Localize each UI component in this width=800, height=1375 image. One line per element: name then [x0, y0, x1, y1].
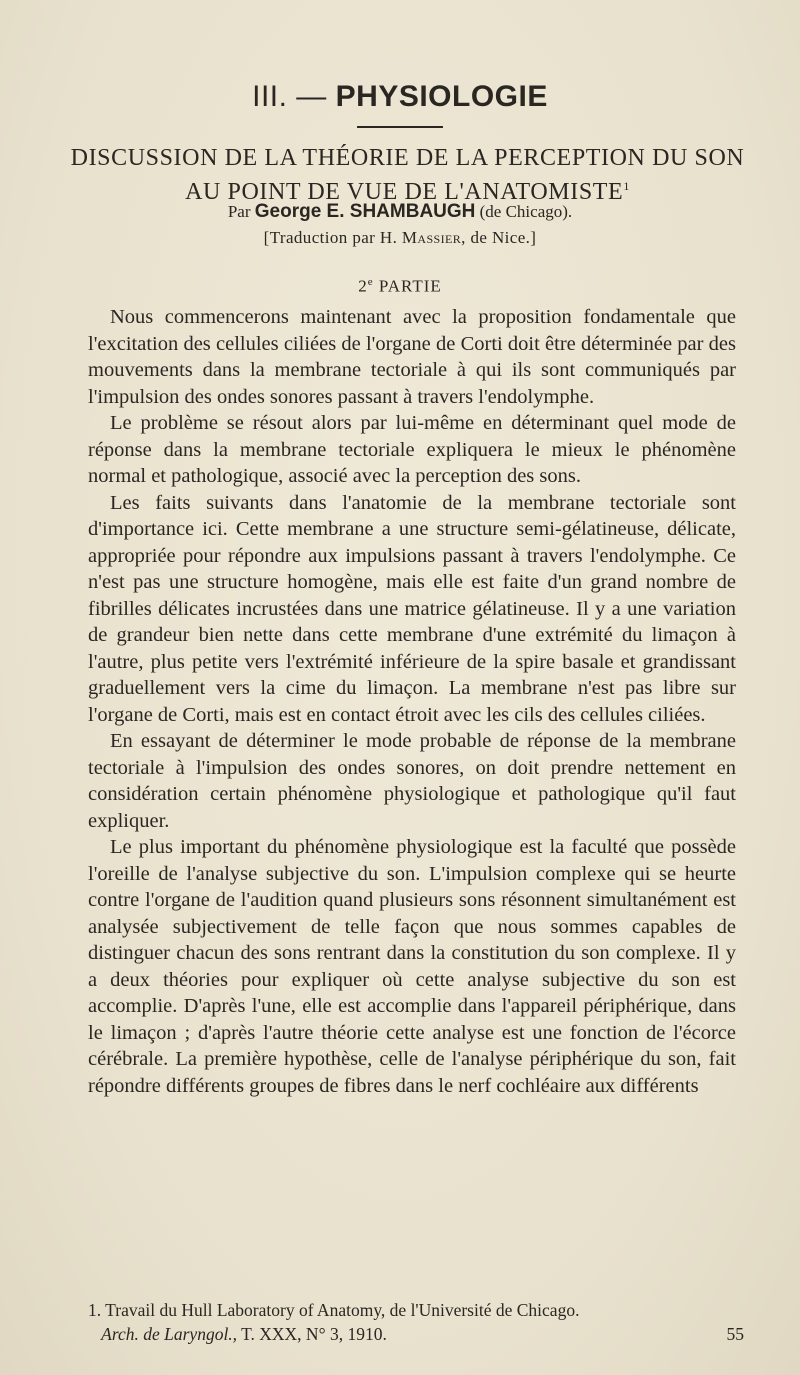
translation-suffix: , de Nice.] — [461, 228, 537, 247]
page-number: 55 — [726, 1324, 744, 1344]
author-name: George E. SHAMBAUGH — [254, 201, 476, 222]
byline — [0, 201, 800, 223]
author-affiliation: (de Chicago). — [479, 202, 573, 221]
paragraph: Nous commencerons maintenant avec la proposition fondamentale que l'excitation des cellules ciliées de l'organe de Corti doit être déterminée par des mouvements dans la membrane tectoriale à qui ils sont communiqués par l'impulsion des ondes sonores passant à travers l'endolymphe. — [88, 306, 736, 408]
paragraph: En essayant de déterminer le mode probable de réponse de la membrane tectoriale à l'impulsion des ondes sonores, on doit prendre nettement en considération certain phénomène physiologique et pathologique qu'il faut expliquer. — [88, 730, 736, 832]
journal-citation — [88, 1322, 748, 1346]
footnote-text: 1. Travail du Hull Laboratory of Anatomy, de l'Université de Chicago. — [88, 1300, 580, 1320]
byline-prefix: Par — [227, 202, 251, 221]
paragraph: Le plus important du phénomène physiologique est la faculté que possède l'oreille de l'analyse subjective du son. L'impulsion complexe qui se heurte contre l'organe de l'audition quand plusieurs sons résonnent simultanément est analysée subjectivement de telle façon que nous sommes capables de distinguer chacun des sons rentrant dans la constitution du son complexe. Il y a deux théories pour expliquer où cette analyse subjective du son est accomplie. D'après l'une, elle est accomplie dans l'appareil périphérique, dans le limaçon ; d'après l'autre théorie cette analyse est une fonction de l'écorce cérébrale. La première hypothèse, celle de l'analyse périphérique du son, fait répondre différents groupes de fibres dans le nerf cochléaire aux différents — [88, 836, 736, 1097]
footnote-block — [88, 1298, 748, 1346]
section-title: PHYSIOLOGIE — [335, 80, 548, 113]
translation-note — [0, 228, 800, 248]
journal-title: Arch. de Laryngol., — [101, 1324, 238, 1344]
part-number: 2 — [358, 276, 368, 296]
heading-rule — [357, 126, 443, 128]
part-heading — [0, 276, 800, 297]
paragraph: Le problème se résout alors par lui-même en déterminant quel mode de réponse dans la membrane tectoriale expliquera le mieux le phénomène normal et pathologique, associé avec la perception des sons. — [88, 412, 736, 487]
article-title: DISCUSSION DE LA THÉORIE DE LA PERCEPTION DU SON AU POINT DE VUE DE L'ANATOMISTE — [70, 145, 745, 205]
journal-volume: T. XXX, N° 3, 1910. — [241, 1324, 387, 1344]
footnote-marker[interactable]: 1 — [623, 179, 630, 193]
article-title-block — [70, 144, 745, 206]
section-heading — [0, 80, 800, 114]
part-ordinal: e — [367, 276, 374, 288]
paragraph: Les faits suivants dans l'anatomie de la membrane tectoriale sont d'importance ici. Cette membrane a une structure semi-gélatineuse, délicate, appropriée pour répondre aux impulsions passant à travers l'endolymphe. Ce n'est pas une structure homogène, mais elle est faite d'un grand nombre de fibrilles délicates incrustées dans une matrice gélatineuse. Il y a une variation de grandeur bien nette dans cette membrane d'une extrémité du limaçon à l'autre, plus petite vers l'extrémité inférieure de la spire basale et grandissant graduellement vers la cime du limaçon. La membrane n'est pas libre sur l'organe de Corti, mais est en contact étroit avec les cils des cellules ciliées. — [88, 491, 736, 726]
article-body — [88, 304, 736, 1099]
section-numeral: III. — — [252, 80, 327, 113]
part-label: PARTIE — [378, 276, 442, 296]
translator-name: Massier — [401, 228, 462, 247]
translation-prefix: [Traduction par H. — [263, 228, 398, 247]
